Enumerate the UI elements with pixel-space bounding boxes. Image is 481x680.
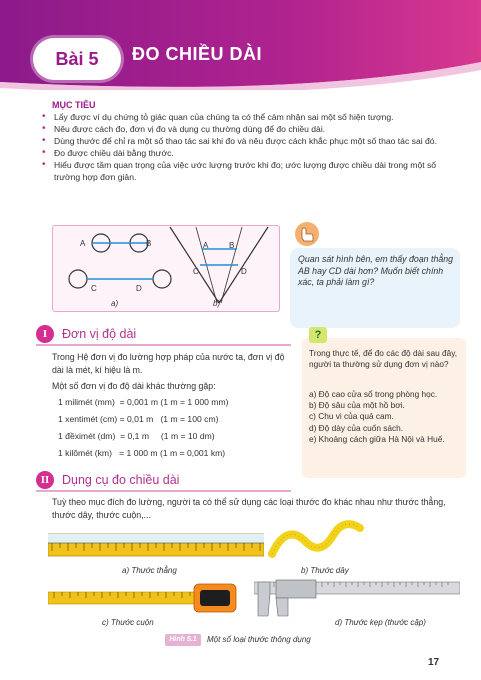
figure-number-badge: Hình 5.1	[165, 634, 201, 646]
caption-tape-measure: b) Thước dây	[301, 566, 349, 575]
illusion-v-lines	[170, 227, 268, 303]
figure-label-a: A	[80, 239, 86, 248]
caption-tape-roll: c) Thước cuộn	[102, 618, 154, 627]
section-divider-2	[36, 490, 291, 492]
practice-item: c) Chu vi của quả cam.	[309, 411, 394, 422]
caption-vernier-caliper: d) Thước kẹp (thước cặp)	[335, 618, 426, 627]
section-number-1: I	[36, 325, 54, 343]
question-mark-icon: ?	[309, 327, 327, 343]
objective-item: • Dùng thước để chỉ ra một số thao tác sai khi đo và nêu được cách khắc phục một số thao tác sai đó.	[40, 135, 460, 147]
section2-paragraph: Tuỳ theo mục đích đo lường, người ta có thể sử dụng các loại thước đo khác nhau như thước thẳng, thước dây, thước cuộn,...	[52, 497, 446, 520]
hand-pointer-icon	[293, 220, 323, 248]
figure-caption: Một số loại thước thông dụng	[207, 635, 311, 644]
section-title-2: Dụng cụ đo chiều dài	[62, 473, 180, 487]
lesson-number-badge: Bài 5	[33, 38, 121, 80]
vernier-caliper-image	[254, 576, 460, 618]
straight-ruler-image	[48, 532, 264, 560]
lesson-title: ĐO CHIỀU DÀI	[132, 44, 263, 64]
section1-paragraph-1: Trong Hệ đơn vị đo lường hợp pháp của nước ta, đơn vị độ dài là mét, kí hiệu là m.	[52, 352, 285, 375]
figure-label-b: B	[146, 239, 152, 248]
objective-item: • Đo được chiều dài bằng thước.	[40, 147, 460, 159]
tape-roll-image	[48, 582, 238, 614]
practice-question-intro: Trong thực tế, để đo các độ dài sau đây, người ta thường sử dụng đơn vị nào?	[309, 348, 458, 370]
practice-item: e) Khoảng cách giữa Hà Nội và Huế.	[309, 433, 445, 444]
figure-label-d2: D	[241, 267, 247, 276]
figure-label-d: D	[136, 284, 142, 293]
section-title-1: Đơn vị độ dài	[62, 327, 137, 341]
section-number-2: II	[36, 471, 54, 489]
unit-row: 1 kilômét (km) = 1 000 m (1 m = 0,001 km)	[58, 448, 226, 458]
page-number: 17	[428, 657, 440, 668]
objective-item: • Hiểu được tầm quan trọng của việc ước lượng trước khi đo; ước lượng được chiều dài trong một số trường hợp đơn giản.	[40, 159, 460, 183]
tape-measure-image	[268, 514, 368, 562]
section1-paragraph-2: Một số đơn vị đo độ dài khác thường gặp:	[52, 381, 216, 391]
objective-item: • Nêu được cách đo, đơn vị đo và dụng cụ thường dùng để đo chiều dài.	[40, 123, 460, 135]
practice-question-list	[309, 389, 461, 445]
figure-label-a2: A	[203, 241, 209, 250]
objectives-list	[40, 111, 460, 183]
question-text: Quan sát hình bên, em thấy đoạn thẳng AB hay CD dài hơn? Muốn biết chính xác, ta phải làm gì?	[298, 254, 454, 287]
figure-label-b2: B	[229, 241, 235, 250]
caption-straight-ruler: a) Thước thẳng	[122, 566, 177, 575]
unit-row: 1 milimét (mm) = 0,001 m (1 m = 1 000 mm)	[58, 397, 229, 407]
objective-item: • Lấy được ví dụ chứng tỏ giác quan của chúng ta có thể cảm nhận sai một số hiện tượng.	[40, 111, 460, 123]
objectives-heading: MỤC TIÊU	[52, 100, 96, 110]
practice-item: a) Độ cao cửa sổ trong phòng học.	[309, 389, 438, 399]
section-divider-1	[36, 344, 291, 346]
unit-row: 1 đềximét (dm) = 0,1 m (1 m = 10 dm)	[58, 431, 215, 441]
figure-label-c2: C	[193, 267, 199, 276]
practice-item: d) Độ dày của cuốn sách.	[309, 422, 404, 433]
practice-item: b) Độ sâu của một hồ bơi.	[309, 400, 405, 411]
figure-label-c: C	[91, 284, 97, 293]
unit-row: 1 xentimét (cm) = 0,01 m (1 m = 100 cm)	[58, 414, 219, 424]
figure-caption-a: a)	[111, 299, 119, 308]
figure-caption-b: b)	[213, 299, 221, 308]
